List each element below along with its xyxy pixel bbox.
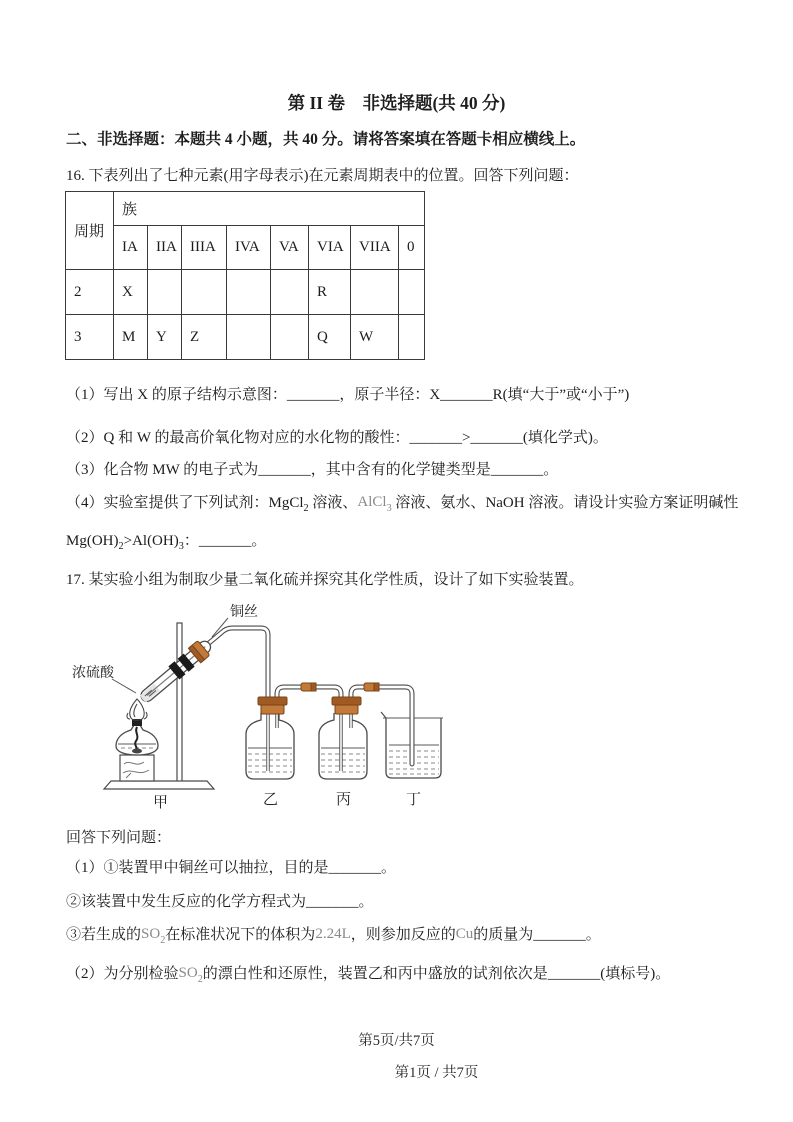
group-header: 0 [399, 226, 425, 270]
apparatus-diagram [64, 601, 480, 817]
element-cell: W [351, 315, 399, 360]
table-row [66, 270, 425, 315]
element-cell: M [114, 315, 148, 360]
test-tube [136, 636, 215, 706]
element-cell: Q [309, 315, 351, 360]
label-yi: 乙 [263, 792, 279, 808]
group-header: IIA [148, 226, 182, 270]
table-row [66, 192, 425, 226]
period-label-cell: 周期 [66, 192, 114, 270]
element-cell [399, 315, 425, 360]
element-cell [271, 315, 309, 360]
section-instructions: 二、非选择题：本题共 4 小题，共 40 分。请将答案填在答题卡相应横线上。 [66, 131, 586, 148]
q16-part1: （1）写出 X 的原子结构示意图：_______，原子半径：X_______R(填“大于”或“小于”) [66, 387, 630, 403]
element-cell [351, 270, 399, 315]
periodic-position-table [65, 191, 425, 360]
delivery-tubes [203, 628, 412, 764]
flame [127, 699, 147, 720]
element-cell: R [309, 270, 351, 315]
gas-bottle-bing [319, 713, 367, 779]
element-cell [399, 270, 425, 315]
group-header: IA [114, 226, 148, 270]
label-bing: 丙 [336, 792, 352, 808]
table-row [66, 315, 425, 360]
element-cell [227, 315, 271, 360]
gas-bottle-yi [246, 713, 294, 779]
q17-answer-heading: 回答下列问题： [66, 830, 172, 846]
group-header: IVA [227, 226, 271, 270]
document-page-number: 第5页/共7页 [358, 1033, 435, 1049]
label-conc-acid: 浓硫酸 [72, 666, 114, 681]
group-header: IIIA [182, 226, 227, 270]
table-row [66, 226, 425, 270]
element-cell [227, 270, 271, 315]
element-cell [271, 270, 309, 315]
viewer-page-number: 第1页 / 共7页 [394, 1065, 479, 1081]
q16-part3: （3）化合物 MW 的电子式为_______，其中含有的化学键类型是_______。 [66, 462, 559, 478]
question-17-intro: 17. 某实验小组为制取少量二氧化硫并探究其化学性质，设计了如下实验装置。 [66, 572, 584, 588]
element-cell: Z [182, 315, 227, 360]
group-header: VIIA [351, 226, 399, 270]
element-cell [182, 270, 227, 315]
period-cell: 3 [66, 315, 114, 360]
group-header: VIA [309, 226, 351, 270]
element-cell: X [114, 270, 148, 315]
group-label-cell: 族 [114, 192, 425, 226]
q17-part1-3: ③若生成的$SO_2$在标准状况下的体积为2.24L，则参加反应的Cu的质量为_______。 [66, 926, 601, 946]
support-block [120, 755, 154, 781]
period-cell: 2 [66, 270, 114, 315]
element-cell [148, 270, 182, 315]
label-copper-wire: 铜丝 [230, 605, 258, 620]
label-jia: 甲 [153, 795, 169, 811]
element-cell: Y [148, 315, 182, 360]
q17-part1-1: （1）①装置甲中铜丝可以抽拉，目的是_______。 [66, 860, 397, 876]
q16-part2: （2）Q 和 W 的最高价氧化物对应的水化物的酸性：_______>_______(填化学式)。 [66, 430, 608, 446]
question-16-intro: 16. 下表列出了七种元素(用字母表示)在元素周期表中的位置。回答下列问题： [66, 168, 579, 184]
page-title: 第 II 卷 非选择题(共 40 分) [287, 93, 506, 113]
q17-part1-2: ②该装置中发生反应的化学方程式为_______。 [66, 894, 374, 910]
alcohol-lamp [116, 719, 158, 755]
group-header: VA [271, 226, 309, 270]
q16-part4-line2: $Mg(OH)_2>Al(OH)_3$：_______。 [66, 533, 267, 552]
label-ding: 丁 [406, 792, 422, 808]
q17-part2: （2）为分别检验$SO_2$的漂白性和还原性，装置乙和丙中盛放的试剂依次是_______(填标号)。 [66, 965, 671, 985]
q16-part4-line1: （4）实验室提供了下列试剂：MgCl$_2$ 溶液、AlCl$_3$ 溶液、氨水、NaOH 溶液。请设计实验方案证明碱性 [66, 494, 739, 514]
